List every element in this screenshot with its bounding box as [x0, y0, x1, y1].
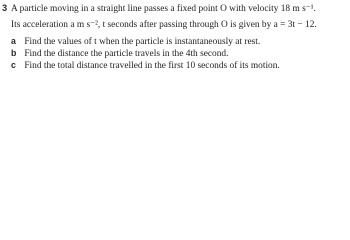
question-stem [11, 4, 347, 36]
part-c-text: Find the total distance travelled in the first 10 seconds of its motion. [24, 61, 280, 71]
stem-line-2: Its acceleration a m s⁻², t seconds after passing through O is given by a = 3t − 12. [11, 20, 317, 30]
part-c-letter: c [11, 60, 16, 70]
part-b-text: Find the distance the particle travels in the 4th second. [24, 49, 229, 59]
part-a-letter: a [11, 36, 16, 46]
worksheet-question [0, 0, 350, 70]
part-a [11, 36, 347, 48]
part-b-letter: b [11, 48, 17, 58]
stem-line-1: A particle moving in a straight line passes a fixed point O with velocity 18 m s⁻¹. [11, 4, 316, 14]
question-parts [11, 36, 347, 72]
part-a-text: Find the values of t when the particle is instantaneously at rest. [24, 37, 261, 47]
question-number: 3 [2, 3, 8, 13]
part-b [11, 48, 347, 60]
part-c [11, 60, 347, 72]
